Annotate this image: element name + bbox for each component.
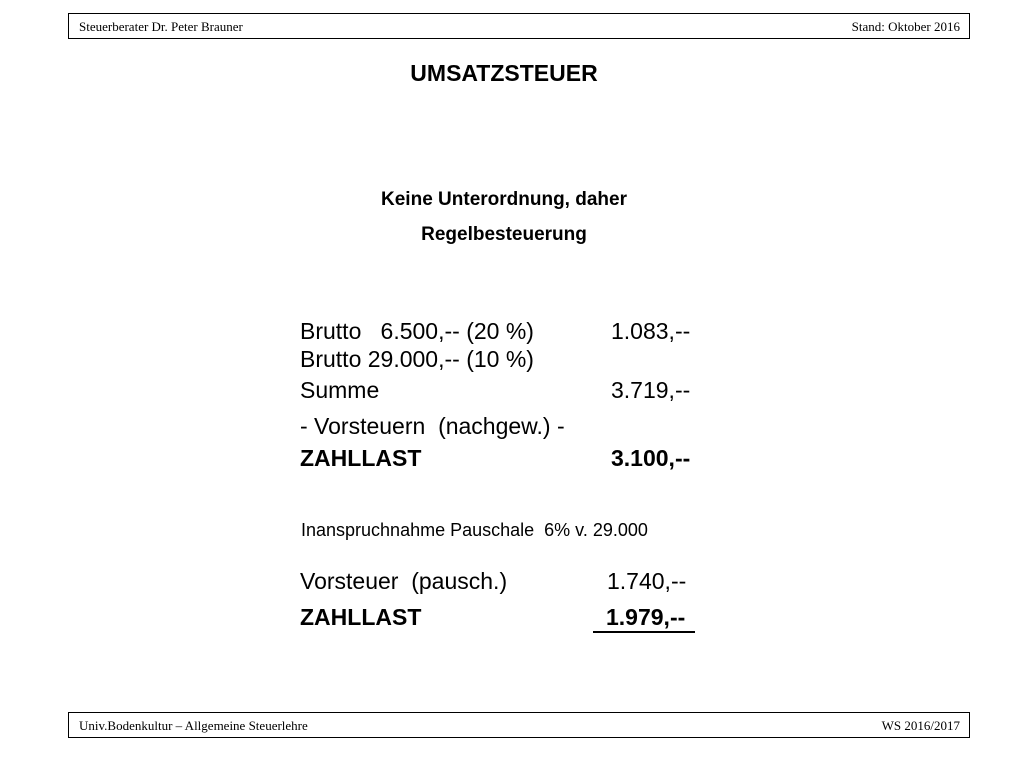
- page-header: [68, 13, 970, 39]
- subtitle-line-1: Keine Unterordnung, daher: [381, 189, 627, 210]
- vorsteuer-pausch-label: Vorsteuer (pausch.): [300, 568, 508, 594]
- subtitle-line-2: Regelbesteuerung: [421, 224, 587, 245]
- vorsteuern-label: - Vorsteuern (nachgew.) -: [300, 413, 565, 439]
- brutto-10-label: Brutto 29.000,-- (10 %): [300, 346, 534, 372]
- zahllast-pausch-label: ZAHLLAST: [300, 604, 422, 630]
- summe-label: Summe: [300, 377, 380, 403]
- zahllast-value: 3.100,--: [611, 445, 691, 471]
- zahllast-label: ZAHLLAST: [300, 445, 422, 471]
- zahllast-underline: [593, 631, 695, 633]
- zahllast-pausch-value: 1.979,--: [606, 604, 686, 630]
- vorsteuer-pausch-value: 1.740,--: [607, 568, 687, 594]
- summe-value: 3.719,--: [611, 377, 691, 403]
- footer-semester: WS 2016/2017: [881, 718, 960, 733]
- page-title: UMSATZSTEUER: [410, 60, 598, 86]
- page-footer: [68, 712, 970, 738]
- brutto-20-value: 1.083,--: [611, 318, 691, 344]
- footer-course: Univ.Bodenkultur – Allgemeine Steuerlehre: [79, 718, 308, 733]
- header-date: Stand: Oktober 2016: [851, 19, 960, 34]
- header-author: Steuerberater Dr. Peter Brauner: [79, 19, 243, 34]
- brutto-20-label: Brutto 6.500,-- (20 %): [300, 318, 534, 344]
- pauschale-note: Inanspruchnahme Pauschale 6% v. 29.000: [301, 520, 648, 540]
